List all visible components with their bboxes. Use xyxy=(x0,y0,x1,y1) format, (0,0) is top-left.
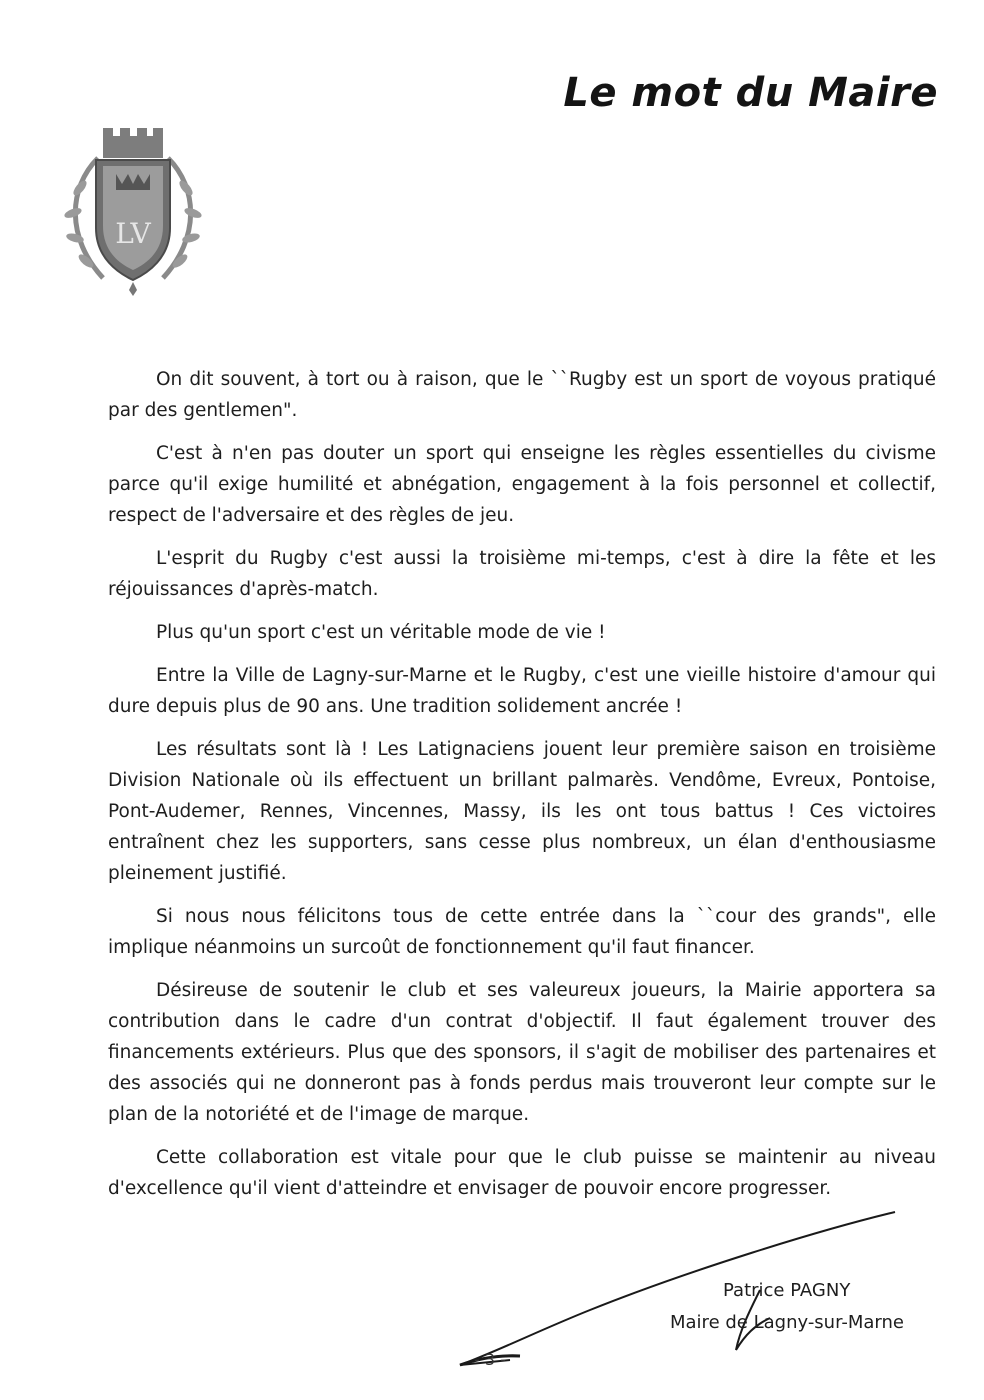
paragraph: Les résultats sont là ! Les Latignaciens jouent leur première saison en troisième Division Nationale où ils effectuent un brillant palmarès. Vendôme, Evreux, Pontoise, Pont-Audemer, Rennes, Vincennes, Massy, ils les ont tous battus ! Ces victoires entraînent chez les supporters, sans cesse plus nombreux, un élan d'enthousiasme pleinement justifié. xyxy=(108,739,936,884)
crest-letters: LV xyxy=(115,217,151,250)
paragraph: C'est à n'en pas douter un sport qui enseigne les règles essentielles du civisme parce qu'il exige humilité et abnégation, engagement à la fois personnel et collectif, respect de l'adversaire et des règles de jeu. xyxy=(108,443,936,526)
paragraph: On dit souvent, à tort ou à raison, que le ``Rugby est un sport de voyous pratiqué par des gentlemen". xyxy=(108,369,936,421)
paragraph: L'esprit du Rugby c'est aussi la troisième mi-temps, c'est à dire la fête et les réjouissances d'après-match. xyxy=(108,548,936,600)
signature-block xyxy=(440,1200,960,1380)
page-title: Le mot du Maire xyxy=(563,70,938,116)
page-number: - 3 - xyxy=(474,1350,506,1369)
paragraph: Cette collaboration est vitale pour que le club puisse se maintenir au niveau d'excellence qu'il vient d'atteindre et envisager de pouvoir encore progresser. xyxy=(108,1147,936,1199)
paragraph: Désireuse de soutenir le club et ses valeureux joueurs, la Mairie apportera sa contribution dans le cadre d'un contrat d'objectif. Il faut également trouver des financements extérieurs. Plus que des sponsors, il s'agit de mobiliser des partenaires et des associés qui ne donneront pas à fonds perdus mais trouveront leur compte sur le plan de la notoriété et de l'image de marque. xyxy=(108,980,936,1125)
paragraph: Entre la Ville de Lagny-sur-Marne et le Rugby, c'est une vieille histoire d'amour qui dure depuis plus de 90 ans. Une tradition solidement ancrée ! xyxy=(108,665,936,717)
handwritten-signature xyxy=(440,1200,960,1380)
paragraph: Si nous nous félicitons tous de cette entrée dans la ``cour des grands", elle implique néanmoins un surcoût de fonctionnement qu'il faut financer. xyxy=(108,906,936,958)
signer-title: Maire de Lagny-sur-Marne xyxy=(670,1312,904,1333)
signer-name: Patrice PAGNY xyxy=(723,1280,851,1301)
letter-body xyxy=(108,364,936,1216)
city-coat-of-arms xyxy=(58,118,208,298)
paragraph: Plus qu'un sport c'est un véritable mode de vie ! xyxy=(156,622,606,643)
